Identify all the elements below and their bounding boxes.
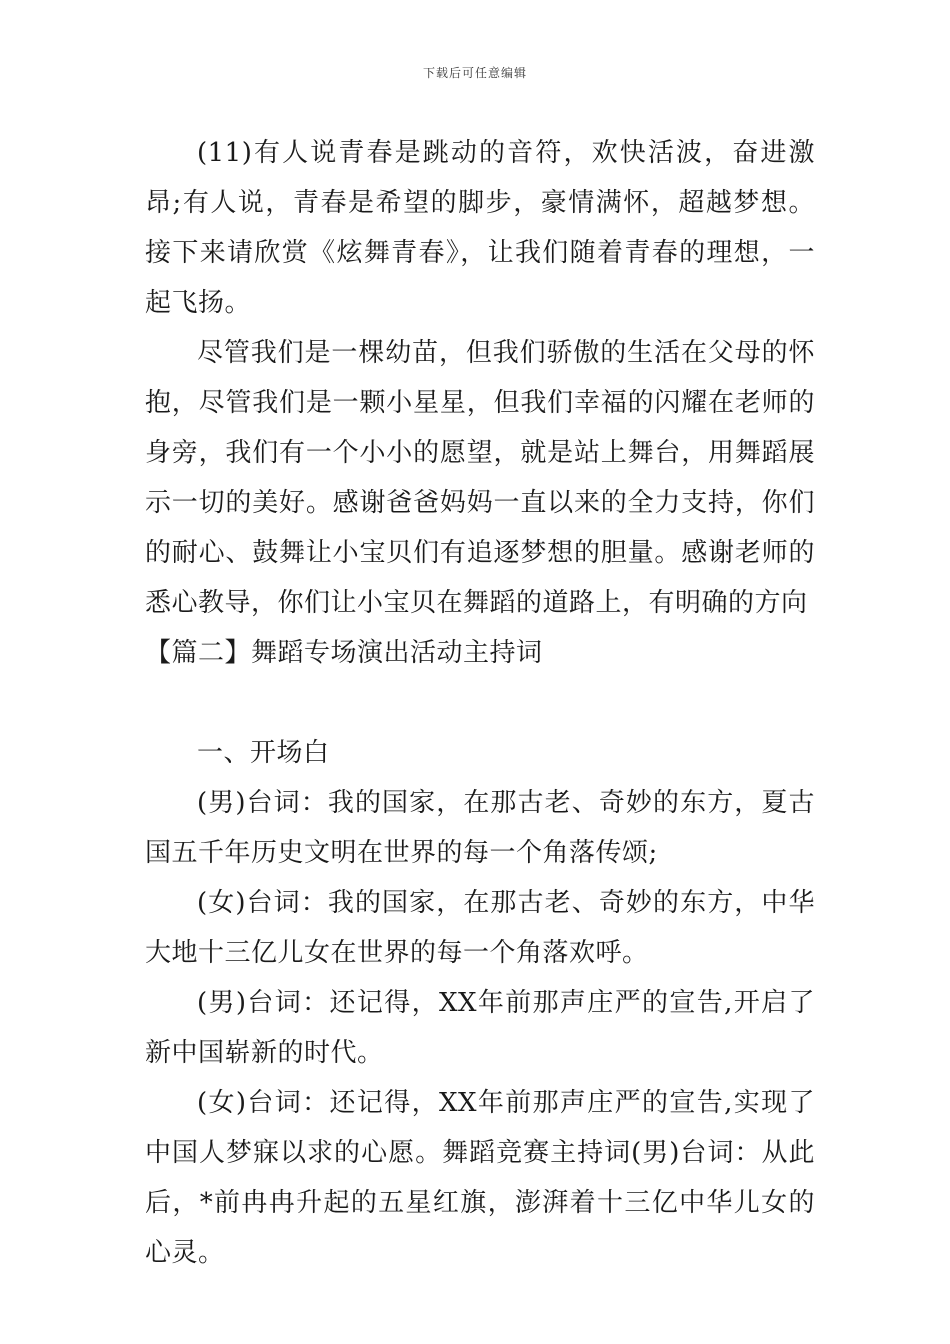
- blank-line: [145, 678, 815, 728]
- paragraph-female-line-2: (女)台词：还记得，XX年前那声庄严的宣告,实现了中国人梦寐以求的心愿。舞蹈竞赛主持词(男)台词：从此后，*前冉冉升起的五星红旗，澎湃着十三亿中华儿女的心灵。: [145, 1088, 815, 1268]
- section-heading: 【篇二】舞蹈专场演出活动主持词: [145, 638, 543, 668]
- subsection-title: 一、开场白: [197, 738, 330, 768]
- page-header: 下载后可任意编辑: [422, 66, 527, 80]
- paragraph-youth: (11)有人说青春是跳动的音符，欢快活波，奋进激昂;有人说，青春是希望的脚步，豪情满怀，超越梦想。接下来请欣赏《炫舞青春》，让我们随着青春的理想，一起飞扬。: [145, 138, 815, 318]
- paragraph-thanks: 尽管我们是一棵幼苗，但我们骄傲的生活在父母的怀抱，尽管我们是一颗小星星，但我们幸福的闪耀在老师的身旁，我们有一个小小的愿望，就是站上舞台，用舞蹈展示一切的美好。感谢爸爸妈妈一直以来的全力支持，你们的耐心、鼓舞让小宝贝们有追逐梦想的胆量。感谢老师的悉心教导，你们让小宝贝在舞蹈的道路上，有明确的方向: [145, 338, 815, 618]
- document-body: [145, 128, 815, 1278]
- paragraph-male-line-2: (男)台词：还记得，XX年前那声庄严的宣告,开启了新中国崭新的时代。: [145, 988, 815, 1068]
- paragraph-female-line-1: (女)台词：我的国家，在那古老、奇妙的东方，中华大地十三亿儿女在世界的每一个角落欢呼。: [145, 888, 815, 968]
- paragraph-male-line-1: (男)台词：我的国家，在那古老、奇妙的东方，夏古国五千年历史文明在世界的每一个角落传颂;: [145, 788, 815, 868]
